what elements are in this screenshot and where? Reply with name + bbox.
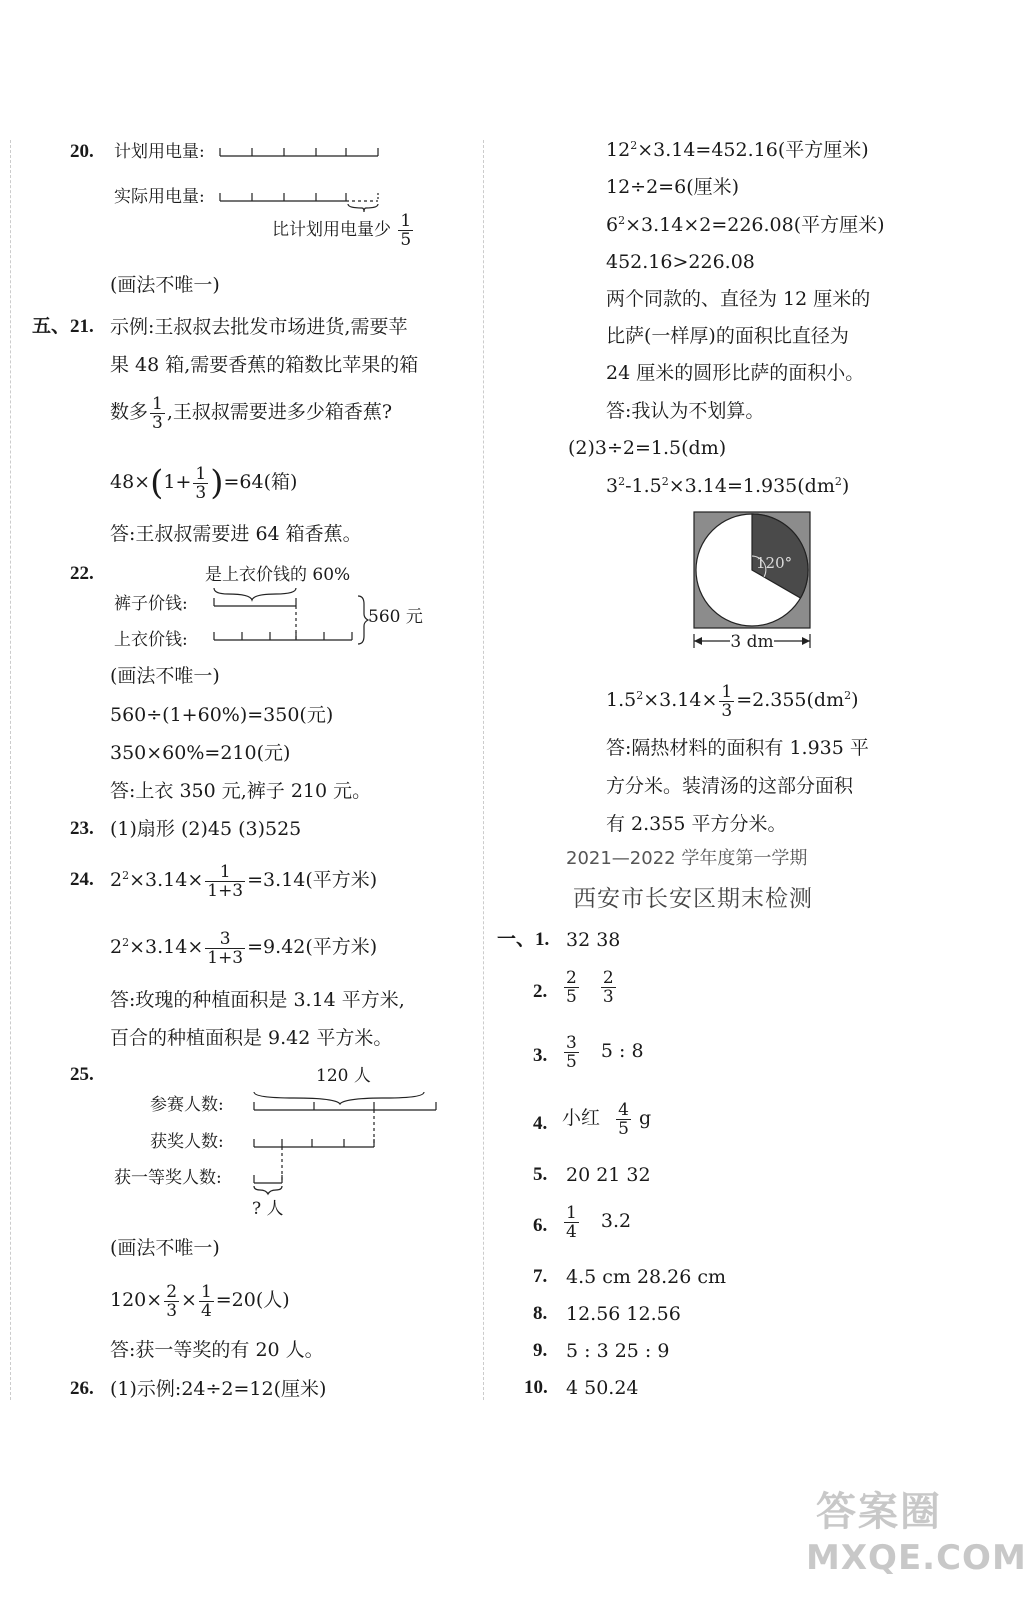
q21-line3-a: 数多 [110, 401, 149, 423]
center-divider [483, 140, 484, 1400]
q22-total-label: 560 元 [368, 607, 423, 627]
q24-number: 24. [70, 869, 94, 890]
frac-numerator: 1 [152, 393, 163, 414]
frac-numerator: 1 [205, 863, 245, 882]
frac-numerator: 2 [602, 967, 614, 988]
right-line3 [606, 213, 885, 237]
q24-answer2: 百合的种植面积是 9.42 平方米。 [110, 1027, 393, 1049]
q21-number: 五、21. [32, 316, 94, 337]
q25-top-label: 120 人 [316, 1066, 371, 1086]
q22-note: (画法不唯一) [110, 665, 220, 687]
q25-fraction2 [199, 1283, 214, 1320]
section-header-title: 西安市长安区期末检测 [573, 886, 813, 912]
superscript: 2 [636, 689, 644, 702]
q22-coat-label: 上衣价钱: [114, 630, 188, 650]
superscript: 2 [661, 475, 669, 488]
q22-number: 22. [70, 563, 94, 584]
q24-calc2 [110, 925, 377, 969]
q25-number: 25. [70, 1064, 94, 1085]
item2-number: 2. [533, 981, 548, 1002]
item2-fraction2 [601, 969, 616, 1006]
q22-pants-label: 裤子价钱: [114, 594, 188, 614]
item5-text: 20 21 32 [566, 1164, 651, 1186]
frac-numerator: 2 [566, 967, 577, 988]
item3-fraction [564, 1034, 579, 1071]
q20-note: (画法不唯一) [110, 274, 220, 296]
r-p6a: 3 [606, 475, 619, 497]
q24-c2b: ×3.14× [129, 936, 204, 958]
q26-number: 26. [70, 1378, 94, 1399]
superscript: 2 [122, 869, 130, 882]
q21-calculation [110, 462, 297, 503]
q25-segment-diagram [240, 1080, 450, 1200]
frac-numerator: 1 [400, 211, 412, 231]
q25-note: (画法不唯一) [110, 1237, 220, 1259]
q24-fraction2 [205, 930, 245, 967]
r-p6b: -1.5 [625, 475, 662, 497]
item4-text2: g [638, 1107, 652, 1129]
q24-fraction1 [205, 863, 245, 900]
right-para4: 答:我认为不划算。 [606, 400, 765, 422]
q24-c2c: =9.42(平方米) [247, 936, 378, 958]
item4-fraction [616, 1101, 631, 1138]
q21-calc-c: =64(箱) [223, 471, 298, 493]
r-p7d: ) [851, 689, 859, 711]
frac-denominator: 1+3 [207, 947, 244, 968]
frac-denominator: 3 [602, 986, 614, 1007]
item4-number: 4. [533, 1113, 548, 1134]
frac-denominator: 1+3 [207, 880, 244, 901]
r-p7c: =2.355(dm [736, 689, 845, 711]
q25-row3-label: 获一等奖人数: [114, 1168, 222, 1188]
frac-numerator: 1 [566, 1202, 577, 1223]
q24-c2a: 2 [110, 936, 123, 958]
item2-fraction1 [564, 969, 579, 1006]
frac-numerator: 3 [205, 930, 245, 949]
right-para2: 比萨(一样厚)的面积比直径为 [606, 325, 849, 347]
q25-cc: =20(人) [215, 1289, 290, 1311]
item3-number: 3. [533, 1045, 548, 1066]
r-p7-fraction [719, 683, 734, 720]
frac-denominator: 4 [566, 1221, 577, 1242]
right-para1: 两个同款的、直径为 12 厘米的 [606, 288, 871, 310]
r-p7b: ×3.14× [643, 689, 718, 711]
frac-numerator: 2 [166, 1281, 178, 1302]
r-l3b: ×3.14×2=226.08(平方厘米) [625, 214, 885, 236]
q20-less-label [272, 212, 415, 249]
q20-less-text: 比计划用电量少 [272, 220, 391, 240]
frac-numerator: 1 [721, 681, 733, 702]
superscript: 2 [630, 139, 638, 152]
q21-fraction [150, 395, 165, 432]
item4-text1: 小红 [562, 1107, 601, 1129]
item2-fractions [562, 966, 618, 1006]
q21-answer: 答:王叔叔需要进 64 箱香蕉。 [110, 523, 362, 545]
superscript: 2 [618, 214, 626, 227]
q22-brace-label: 是上衣价钱的 60% [205, 565, 351, 585]
open-paren: ( [150, 463, 164, 503]
r-p6c: ×3.14=1.935(dm [668, 475, 835, 497]
q25-row1-label: 参赛人数: [150, 1095, 224, 1115]
frac-numerator: 1 [195, 463, 207, 484]
frac-denominator: 3 [152, 412, 163, 433]
right-answer2: 方分米。装清汤的这部分面积 [606, 775, 854, 797]
q21-calc-fraction [193, 465, 208, 502]
r-l1a: 12 [606, 139, 631, 161]
q21-line3 [110, 392, 392, 432]
right-para3: 24 厘米的圆形比萨的面积小。 [606, 362, 865, 384]
r-p7a: 1.5 [606, 689, 637, 711]
angle-label: 120° [756, 554, 793, 572]
q23-number: 23. [70, 818, 94, 839]
right-answer3: 有 2.355 平方分米。 [606, 813, 787, 835]
item4-content [562, 1098, 651, 1138]
item9-number: 9. [533, 1340, 548, 1361]
item1-text: 32 38 [566, 929, 621, 951]
close-paren: ) [210, 463, 224, 503]
q20-actual-label: 实际用电量: [114, 187, 205, 207]
item6-fraction [564, 1204, 579, 1241]
q25-ca: 120× [110, 1289, 163, 1311]
superscript: 2 [122, 936, 130, 949]
right-para6 [606, 474, 849, 498]
q24-c1c: =3.14(平方米) [247, 869, 378, 891]
item8-text: 12.56 12.56 [566, 1303, 681, 1325]
right-answer1: 答:隔热材料的面积有 1.935 平 [606, 737, 869, 759]
frac-denominator: 5 [566, 1051, 577, 1072]
item6-text: 3.2 [600, 1210, 632, 1232]
superscript: 2 [618, 475, 626, 488]
item9-text: 5 : 3 25 : 9 [566, 1340, 670, 1362]
item1-number: 一、1. [497, 929, 550, 950]
frac-denominator: 5 [618, 1118, 629, 1139]
q26-text: (1)示例:24÷2=12(厘米) [110, 1378, 327, 1400]
dimension-label: 3 dm [730, 632, 774, 652]
q21-calc-b: 1+ [163, 471, 192, 493]
q20-less-fraction [398, 212, 413, 249]
frac-numerator: 1 [200, 1281, 212, 1302]
r-p6d: ) [841, 475, 850, 497]
superscript: 2 [834, 475, 842, 488]
q25-fraction1 [164, 1283, 179, 1320]
frac-denominator: 5 [566, 986, 577, 1007]
item8-number: 8. [533, 1303, 548, 1324]
q23-text: (1)扇形 (2)45 (3)525 [110, 818, 302, 840]
q21-line3-b: ,王叔叔需要进多少箱香蕉? [166, 401, 393, 423]
right-line1 [606, 138, 869, 162]
q25-row2-label: 获奖人数: [150, 1132, 224, 1152]
frac-denominator: 5 [400, 230, 412, 250]
right-line4: 452.16>226.08 [606, 251, 755, 273]
item10-text: 4 50.24 [566, 1377, 639, 1399]
frac-denominator: 3 [166, 1300, 178, 1321]
q24-c1b: ×3.14× [129, 869, 204, 891]
q25-cb: × [181, 1289, 197, 1311]
item3-content [562, 1031, 644, 1071]
q20-plan-label: 计划用电量: [114, 142, 205, 162]
superscript: 2 [844, 689, 852, 702]
q22-calc2: 350×60%=210(元) [110, 742, 291, 764]
frac-denominator: 3 [195, 482, 207, 503]
left-margin-rule [10, 140, 11, 1400]
frac-numerator: 4 [618, 1099, 629, 1120]
r-l3a: 6 [606, 214, 619, 236]
right-para5: (2)3÷2=1.5(dm) [568, 437, 727, 459]
item7-text: 4.5 cm 28.26 cm [566, 1266, 727, 1288]
item10-number: 10. [524, 1377, 548, 1398]
q22-answer: 答:上衣 350 元,裤子 210 元。 [110, 780, 372, 802]
section-header-year: 2021—2022 学年度第一学期 [566, 848, 808, 869]
circle-in-square-figure [690, 510, 820, 665]
right-line2: 12÷2=6(厘米) [606, 176, 740, 198]
q25-question-label: ? 人 [252, 1199, 284, 1219]
frac-numerator: 3 [566, 1032, 577, 1053]
item6-content [562, 1201, 631, 1241]
r-l1b: ×3.14=452.16(平方厘米) [637, 139, 869, 161]
q25-calc [110, 1280, 290, 1320]
q21-line2: 果 48 箱,需要香蕉的箱数比苹果的箱 [110, 354, 419, 376]
item5-number: 5. [533, 1164, 548, 1185]
q24-c1a: 2 [110, 869, 123, 891]
item6-number: 6. [533, 1215, 548, 1236]
q22-calc1: 560÷(1+60%)=350(元) [110, 704, 334, 726]
q25-answer: 答:获一等奖的有 20 人。 [110, 1339, 324, 1361]
frac-denominator: 4 [200, 1300, 212, 1321]
frac-denominator: 3 [721, 700, 733, 721]
watermark-url: MXQE.COM [806, 1538, 1027, 1578]
item7-number: 7. [533, 1266, 548, 1287]
watermark-logo: 答案圈 [816, 1489, 942, 1535]
right-para7 [606, 680, 859, 720]
q24-answer1: 答:玫瑰的种植面积是 3.14 平方米, [110, 989, 405, 1011]
q20-segment-diagram [210, 138, 390, 218]
item3-text: 5 : 8 [600, 1040, 644, 1062]
q21-line1: 示例:王叔叔去批发市场进货,需要苹 [110, 316, 408, 338]
q24-calc1 [110, 858, 377, 902]
q21-calc-a: 48× [110, 471, 151, 493]
q20-number: 20. [70, 141, 94, 162]
q22-segment-diagram [200, 578, 370, 648]
